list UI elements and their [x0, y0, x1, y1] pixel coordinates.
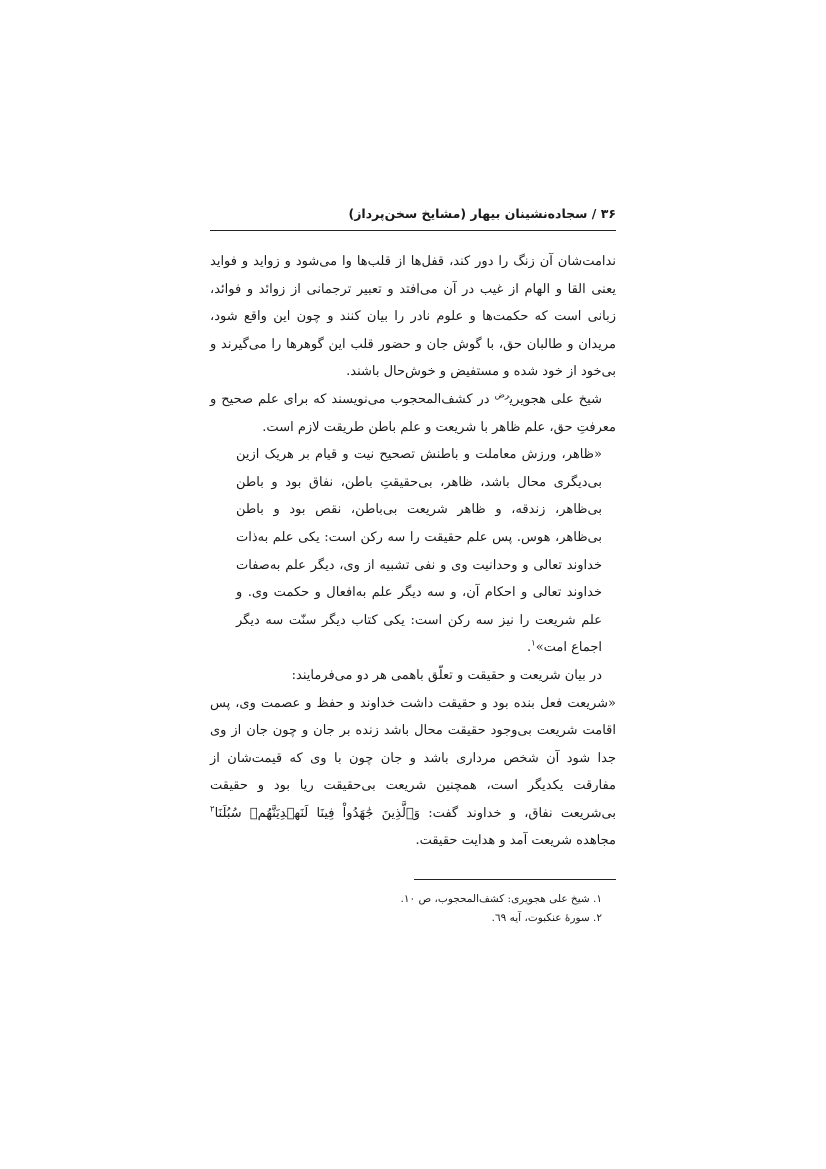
running-header — [210, 204, 616, 231]
paragraph-1: ندامت‌شان آن زنگ را دور کند، قفل‌ها از قلب‌ها وا می‌شود و زواید و فواید یعنی القا و الهام از غیب در آن می‌افتد و تعبیر ترجمانی از زوائد و فوائد، زبانی است که حکمت‌ها و علوم نادر را بیان کنند و چون این واقع شود، مریدان و طالبان حق، با گوش جان و حضور قلب این گوهرها را می‌گیرند و بی‌خود از خود شده و مستفیض و خوش‌حال باشند. — [210, 254, 616, 380]
paragraph-2 — [210, 386, 616, 441]
footnote-separator — [414, 879, 616, 880]
footnote-ref-2: ۲ — [210, 804, 215, 815]
paragraph-2-lead: شیخ علی هجویری — [509, 391, 602, 407]
quran-verse: وَٱلَّذِينَ جَٰهَدُواْ فِينَا لَنَهۡدِيَنَّهُمۡ سُبُلَنَا — [214, 805, 421, 821]
quotation-2 — [210, 690, 616, 856]
footnote-1: ۱. شیخ علی هجویری: کشف‌المحجوب، ص ۱۰. — [400, 893, 602, 905]
quotation-1 — [210, 441, 616, 662]
footnote-2: ۲. سورهٔ عنکبوت، آیه ٦٩. — [491, 912, 602, 924]
paragraph-3: در بیان شریعت و حقیقت و تعلّق باهمی هر دو می‌فرمایند: — [291, 667, 602, 683]
quotation-1-text: «ظاهر، ورزش معاملت و باطنش تصحیح نیت و قیام بر هریک ازین بی‌دیگری محال باشد، ظاهر، بی‌حقیقتِ باطن، نفاق بود و باطن بی‌ظاهر، زندقه، و ظاهر شریعت بی‌باطن، نقص بود و باطن بی‌ظاهر، هوس. پس علم حقیقت را سه رکن است: یکی علم به‌ذات خداوند تعالی و وحدانیت وی و نفی تشبیه از وی، دیگر علم به‌صفات خداوند تعالی و احکام آن، و سه دیگر علم به‌افعال و حکمت وی. و علم شریعت را نیز سه رکن است: یکی کتاب دیگر سنّت سه دیگر اجماع امت» — [236, 447, 602, 656]
quotation-2-rest: مجاهده شریعت آمد و هدایت حقیقت. — [415, 833, 616, 849]
running-title: ۳۶ / سجاده‌نشینان بیهار (مشایخ سخن‌پرداز) — [348, 206, 616, 221]
honorific-mark: رض — [494, 390, 510, 401]
footnotes — [210, 890, 616, 928]
footnote-ref-1: ۱ — [531, 638, 536, 649]
page-body — [210, 248, 616, 855]
quotation-2-text: «شریعت فعل بنده بود و حقیقت داشت خداوند و حفظ و عصمت وی، پس اقامت شریعت بی‌وجود حقیقت محال باشد زنده بر جان و چون جان از وی جدا شود آن شخص مرداری باشد و جان چون با وی که قیمت‌شان از مفارقت یکدیگر است، همچنین شریعت بی‌حقیقت ریا بود و حقیقت بی‌شریعت نفاق، و خداوند گفت: — [210, 695, 616, 821]
quotation-1-end: . — [526, 640, 532, 656]
paragraph-2-rest: در کشف‌المحجوب می‌نویسند که برای علم صحیح و معرفتِ حق، علم ظاهر با شریعت و علم باطن طریقت لازم است. — [210, 391, 616, 435]
